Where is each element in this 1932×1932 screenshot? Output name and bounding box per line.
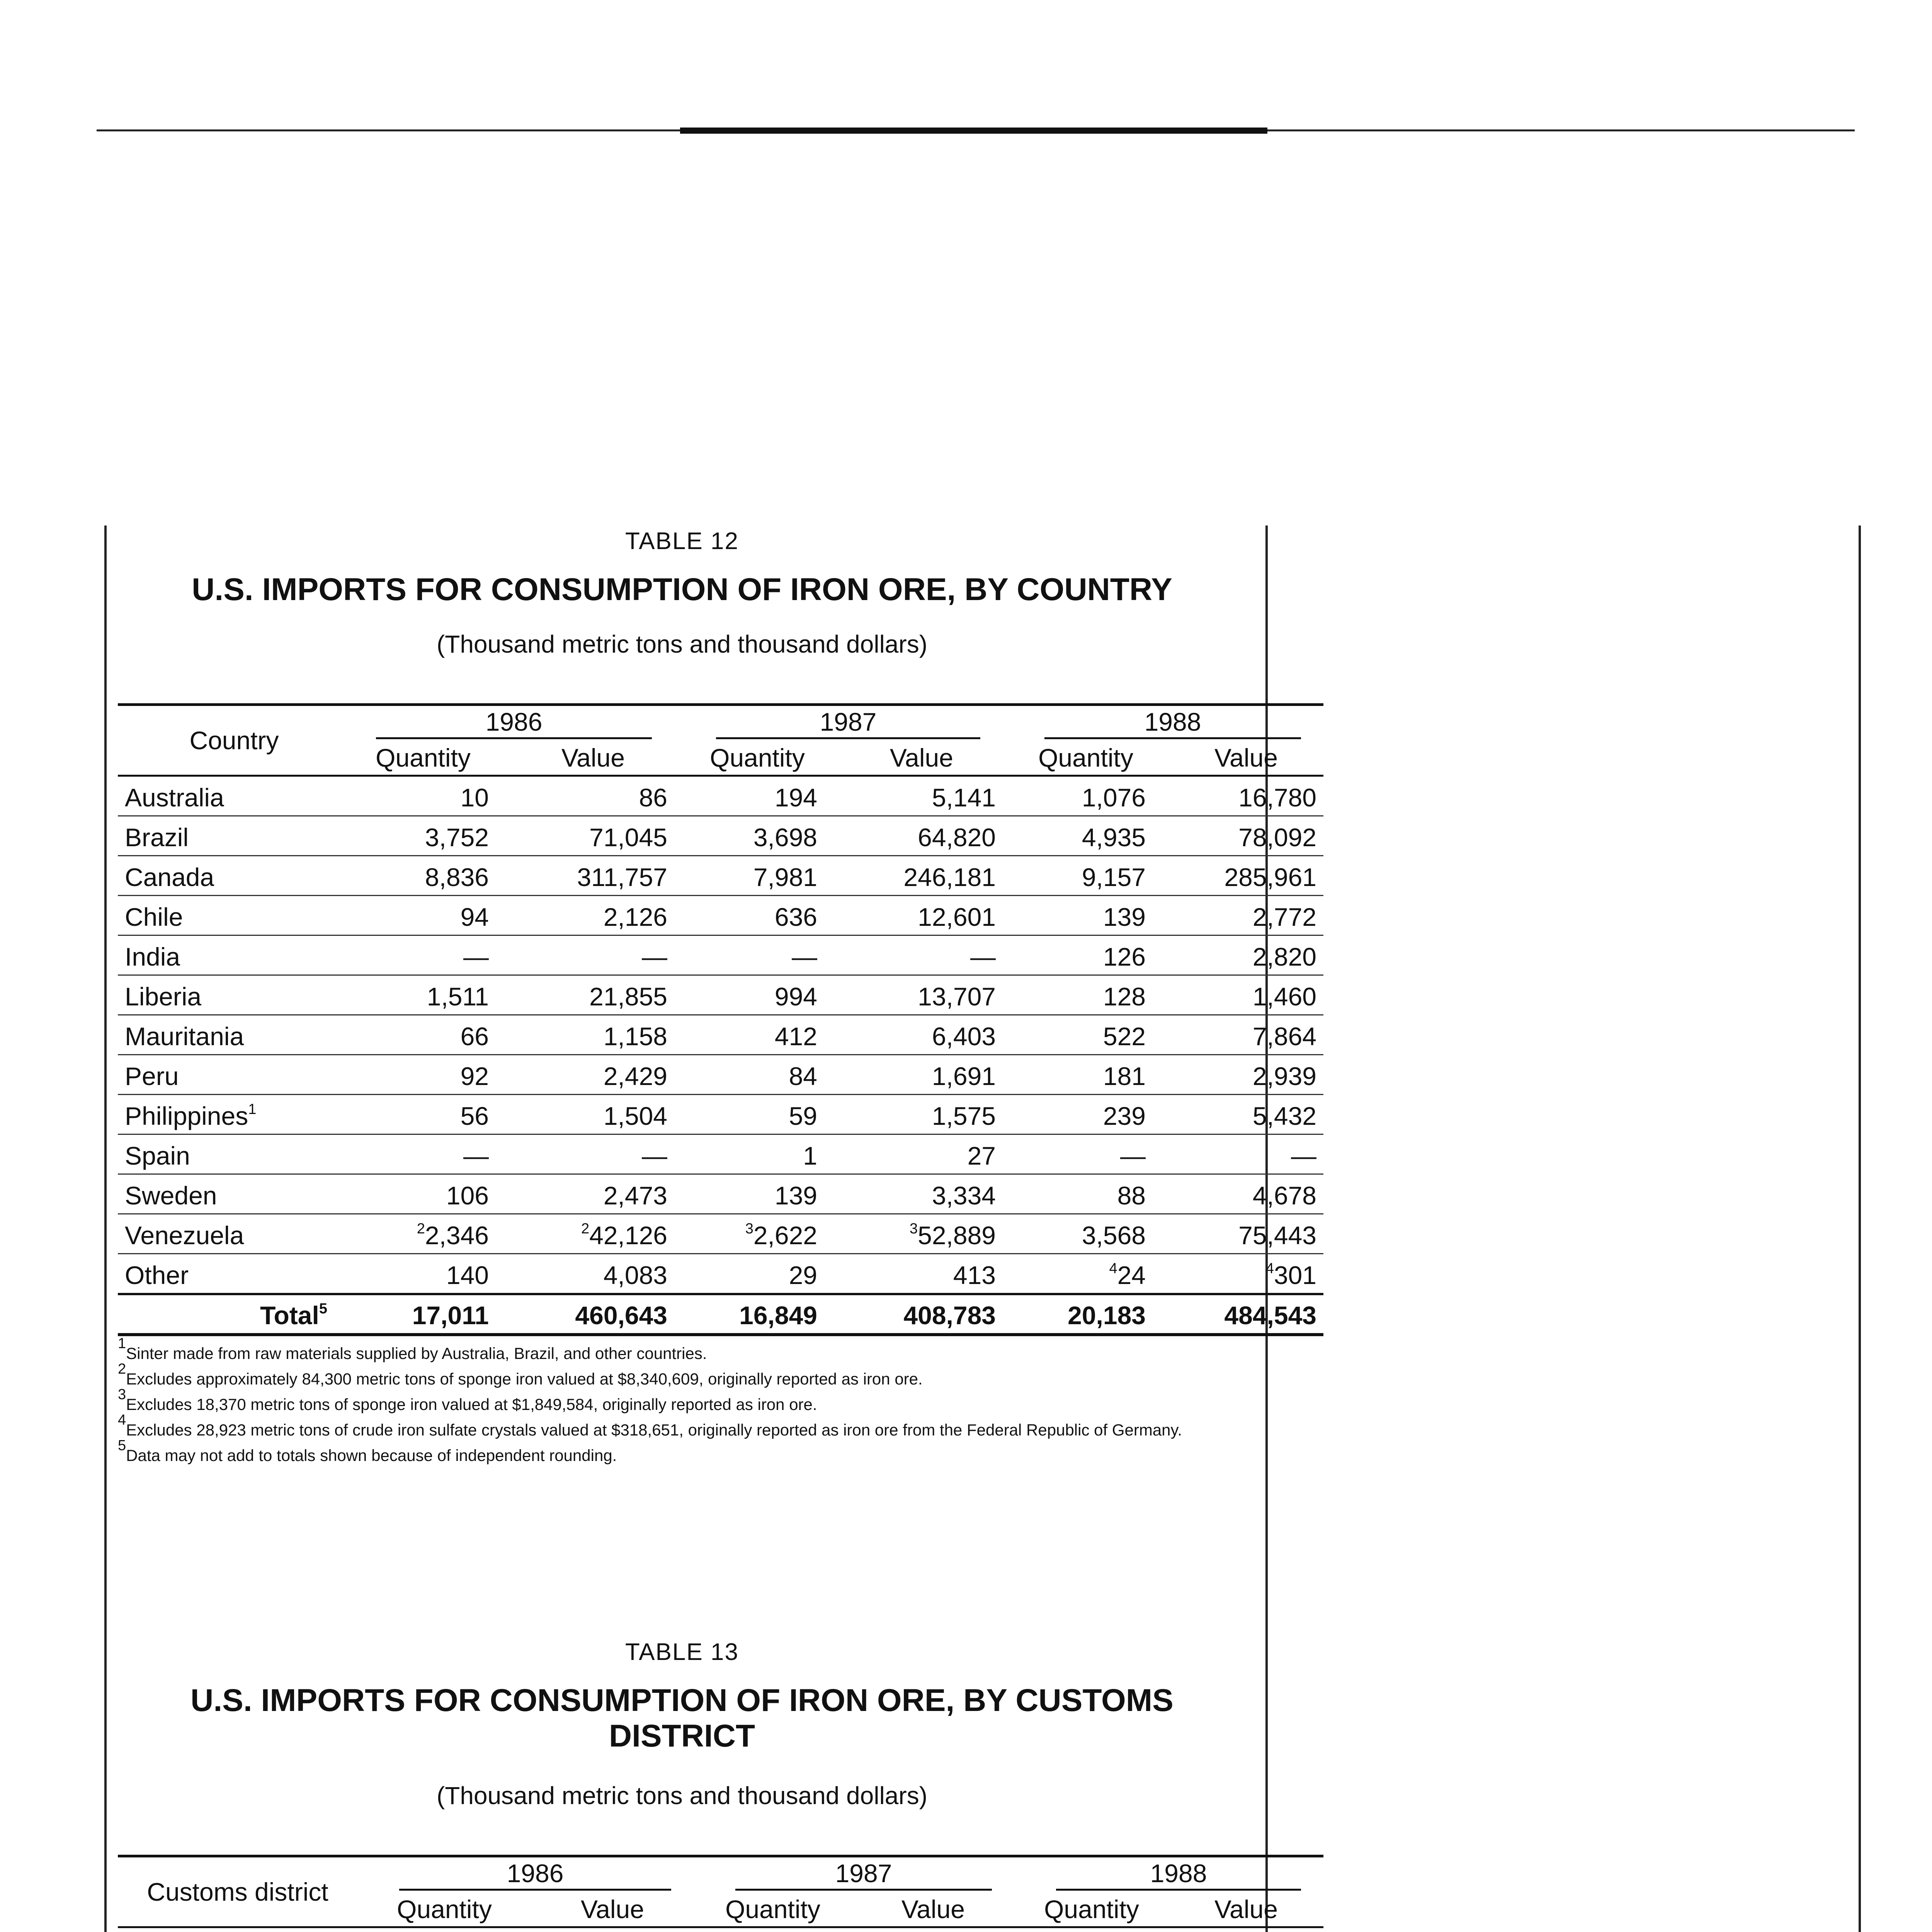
table-cell: 6,403	[840, 1015, 1003, 1055]
table-cell: 5,141	[840, 776, 1003, 816]
table-cell	[357, 1927, 531, 1932]
total-cell: 20,183	[1003, 1294, 1169, 1335]
table-cell: 13,707	[840, 975, 1003, 1015]
table-cell	[694, 1927, 852, 1932]
table-cell: 4,935	[1003, 816, 1169, 856]
left-margin-rule	[104, 526, 107, 1932]
table-cell: 1,158	[512, 1015, 674, 1055]
table-cell: $^3$2,622	[674, 1214, 840, 1254]
quantity-header: Quantity	[357, 1891, 531, 1927]
table-cell: $^2$42,126	[512, 1214, 674, 1254]
table-row	[118, 975, 1323, 1015]
table-cell: 59	[674, 1095, 840, 1134]
table-cell: 181	[1003, 1055, 1169, 1095]
table-cell: —	[334, 1134, 512, 1174]
table-cell: 285,961	[1169, 856, 1323, 896]
row-label: Other	[118, 1254, 334, 1294]
table-cell: 1,511	[334, 975, 512, 1015]
table-cell: 413	[840, 1254, 1003, 1294]
table-cell: 139	[1003, 896, 1169, 935]
value-header: Value	[531, 1891, 694, 1927]
table-cell: 2,772	[1169, 896, 1323, 935]
table-cell: —	[674, 935, 840, 975]
table-cell: 412	[674, 1015, 840, 1055]
year-header: 1986	[357, 1857, 694, 1891]
table-cell: 3,752	[334, 816, 512, 856]
table13-title: U.S. IMPORTS FOR CONSUMPTION OF IRON ORE, BY CUSTOMS DISTRICT	[190, 1683, 1173, 1753]
table13	[118, 1855, 1323, 1932]
table-cell: $^2$2,346	[334, 1214, 512, 1254]
table-row	[118, 816, 1323, 856]
table12-footnotes	[118, 1335, 1246, 1468]
row-label: Spain	[118, 1134, 334, 1174]
table-cell	[852, 1927, 1014, 1932]
table-cell: 2,126	[512, 896, 674, 935]
year-header: 1988	[1003, 706, 1323, 739]
quantity-header: Quantity	[674, 739, 840, 776]
table-cell: 86	[512, 776, 674, 816]
quantity-header: Quantity	[694, 1891, 852, 1927]
table-cell: 7,864	[1169, 1015, 1323, 1055]
table-cell: 12,601	[840, 896, 1003, 935]
table-cell: $^3$52,889	[840, 1214, 1003, 1254]
table-cell: 64,820	[840, 816, 1003, 856]
table13-subtitle: (Thousand metric tons and thousand dollars)	[436, 1782, 928, 1810]
table-cell: 1,575	[840, 1095, 1003, 1134]
table-cell: 126	[1003, 935, 1169, 975]
table-cell: 78,092	[1169, 816, 1323, 856]
table-cell: 4,083	[512, 1254, 674, 1294]
row-label: India	[118, 935, 334, 975]
table-cell: 522	[1003, 1015, 1169, 1055]
table-cell: —	[512, 1134, 674, 1174]
table-cell: 7,981	[674, 856, 840, 896]
year-header: 1986	[334, 706, 674, 739]
table-cell	[531, 1927, 694, 1932]
table-cell: 1,504	[512, 1095, 674, 1134]
table-cell: 1,691	[840, 1055, 1003, 1095]
total-row	[118, 1294, 1323, 1335]
table-cell: 140	[334, 1254, 512, 1294]
table-cell: 94	[334, 896, 512, 935]
value-header: Value	[852, 1891, 1014, 1927]
table-cell: 56	[334, 1095, 512, 1134]
total-cell: 408,783	[840, 1294, 1003, 1335]
table-cell: 246,181	[840, 856, 1003, 896]
table-row	[118, 1927, 1323, 1932]
row-label: Chile	[118, 896, 334, 935]
row-label	[118, 1927, 357, 1932]
total-cell: 484,543	[1169, 1294, 1323, 1335]
table-cell: —	[840, 935, 1003, 975]
table-cell: 3,334	[840, 1174, 1003, 1214]
footnote: $^4$Excludes 28,923 metric tons of crude iron sulfate crystals valued at $318,651, originally reported as iron ore from the Federal Republic of Germany.	[118, 1412, 1182, 1439]
top-rule-bold	[680, 128, 1267, 134]
table-cell: 21,855	[512, 975, 674, 1015]
table-cell: 311,757	[512, 856, 674, 896]
table-row	[118, 1055, 1323, 1095]
table-row	[118, 896, 1323, 935]
table-row	[118, 935, 1323, 975]
row-label: Canada	[118, 856, 334, 896]
footnote: $^3$Excludes 18,370 metric tons of sponge iron valued at $1,849,584, originally reported as iron ore.	[118, 1386, 817, 1413]
table-row	[118, 1214, 1323, 1254]
table-cell: —	[512, 935, 674, 975]
table-cell: 88	[1003, 1174, 1169, 1214]
total-cell: 16,849	[674, 1294, 840, 1335]
table-row	[118, 1015, 1323, 1055]
table-cell	[1014, 1927, 1169, 1932]
table12-title: U.S. IMPORTS FOR CONSUMPTION OF IRON ORE, BY COUNTRY	[192, 572, 1172, 607]
table-cell: —	[334, 935, 512, 975]
row-label: Australia	[118, 776, 334, 816]
year-header: 1988	[1014, 1857, 1323, 1891]
quantity-header: Quantity	[1014, 1891, 1169, 1927]
footnote: $^5$Data may not add to totals shown because of independent rounding.	[118, 1437, 617, 1464]
row-label: Liberia	[118, 975, 334, 1015]
table-cell: 128	[1003, 975, 1169, 1015]
table-cell: 71,045	[512, 816, 674, 856]
quantity-header: Quantity	[1003, 739, 1169, 776]
row-label: Brazil	[118, 816, 334, 856]
row-label: Mauritania	[118, 1015, 334, 1055]
value-header: Value	[1169, 1891, 1323, 1927]
value-header: Value	[1169, 739, 1323, 776]
total-label: Total$^5$	[118, 1294, 334, 1335]
table-cell: 84	[674, 1055, 840, 1095]
table-cell: 9,157	[1003, 856, 1169, 896]
table-cell: 3,568	[1003, 1214, 1169, 1254]
row-label: Peru	[118, 1055, 334, 1095]
table13-number: TABLE 13	[625, 1639, 739, 1665]
table-cell: 636	[674, 896, 840, 935]
table-cell: —	[1003, 1134, 1169, 1174]
table-cell	[1169, 1927, 1323, 1932]
table-row	[118, 856, 1323, 896]
table-cell: —	[1169, 1134, 1323, 1174]
table12	[118, 703, 1323, 1336]
table-cell: 2,473	[512, 1174, 674, 1214]
table-cell: 92	[334, 1055, 512, 1095]
table-cell: 4,678	[1169, 1174, 1323, 1214]
table-cell: 16,780	[1169, 776, 1323, 816]
table-cell: 2,429	[512, 1055, 674, 1095]
table-cell: 1,076	[1003, 776, 1169, 816]
row-label: Sweden	[118, 1174, 334, 1214]
year-header: 1987	[694, 1857, 1014, 1891]
quantity-header: Quantity	[334, 739, 512, 776]
value-header: Value	[512, 739, 674, 776]
table-cell: 66	[334, 1015, 512, 1055]
table-cell: $^4$301	[1169, 1254, 1323, 1294]
right-margin-rule	[1859, 526, 1861, 1932]
year-header: 1987	[674, 706, 1003, 739]
table-cell: 106	[334, 1174, 512, 1214]
table-row	[118, 1095, 1323, 1134]
table-cell: 1	[674, 1134, 840, 1174]
table-cell: 10	[334, 776, 512, 816]
table12-subtitle: (Thousand metric tons and thousand dollars)	[436, 630, 928, 658]
value-header: Value	[840, 739, 1003, 776]
row-label: Venezuela	[118, 1214, 334, 1254]
table-cell: 5,432	[1169, 1095, 1323, 1134]
footnote: $^1$Sinter made from raw materials supplied by Australia, Brazil, and other countries.	[118, 1335, 707, 1362]
table-cell: 75,443	[1169, 1214, 1323, 1254]
row-label: Philippines$^1$	[118, 1095, 334, 1134]
table-cell: 2,820	[1169, 935, 1323, 975]
table-cell: 29	[674, 1254, 840, 1294]
table-cell: 2,939	[1169, 1055, 1323, 1095]
table-cell: 8,836	[334, 856, 512, 896]
stub-header: Country	[118, 706, 334, 776]
table-row	[118, 1134, 1323, 1174]
table12-number: TABLE 12	[625, 528, 739, 554]
table-cell: 139	[674, 1174, 840, 1214]
table-cell: 194	[674, 776, 840, 816]
table-cell: 1,460	[1169, 975, 1323, 1015]
table-cell: 239	[1003, 1095, 1169, 1134]
table-cell: $^4$24	[1003, 1254, 1169, 1294]
table-cell: 27	[840, 1134, 1003, 1174]
table-row	[118, 1254, 1323, 1294]
total-cell: 460,643	[512, 1294, 674, 1335]
table-cell: 3,698	[674, 816, 840, 856]
table-row	[118, 1174, 1323, 1214]
total-cell: 17,011	[334, 1294, 512, 1335]
footnote: $^2$Excludes approximately 84,300 metric tons of sponge iron valued at $8,340,609, originally reported as iron ore.	[118, 1361, 923, 1388]
table-row	[118, 776, 1323, 816]
table-cell: 994	[674, 975, 840, 1015]
stub-header: Customs district	[118, 1857, 357, 1927]
